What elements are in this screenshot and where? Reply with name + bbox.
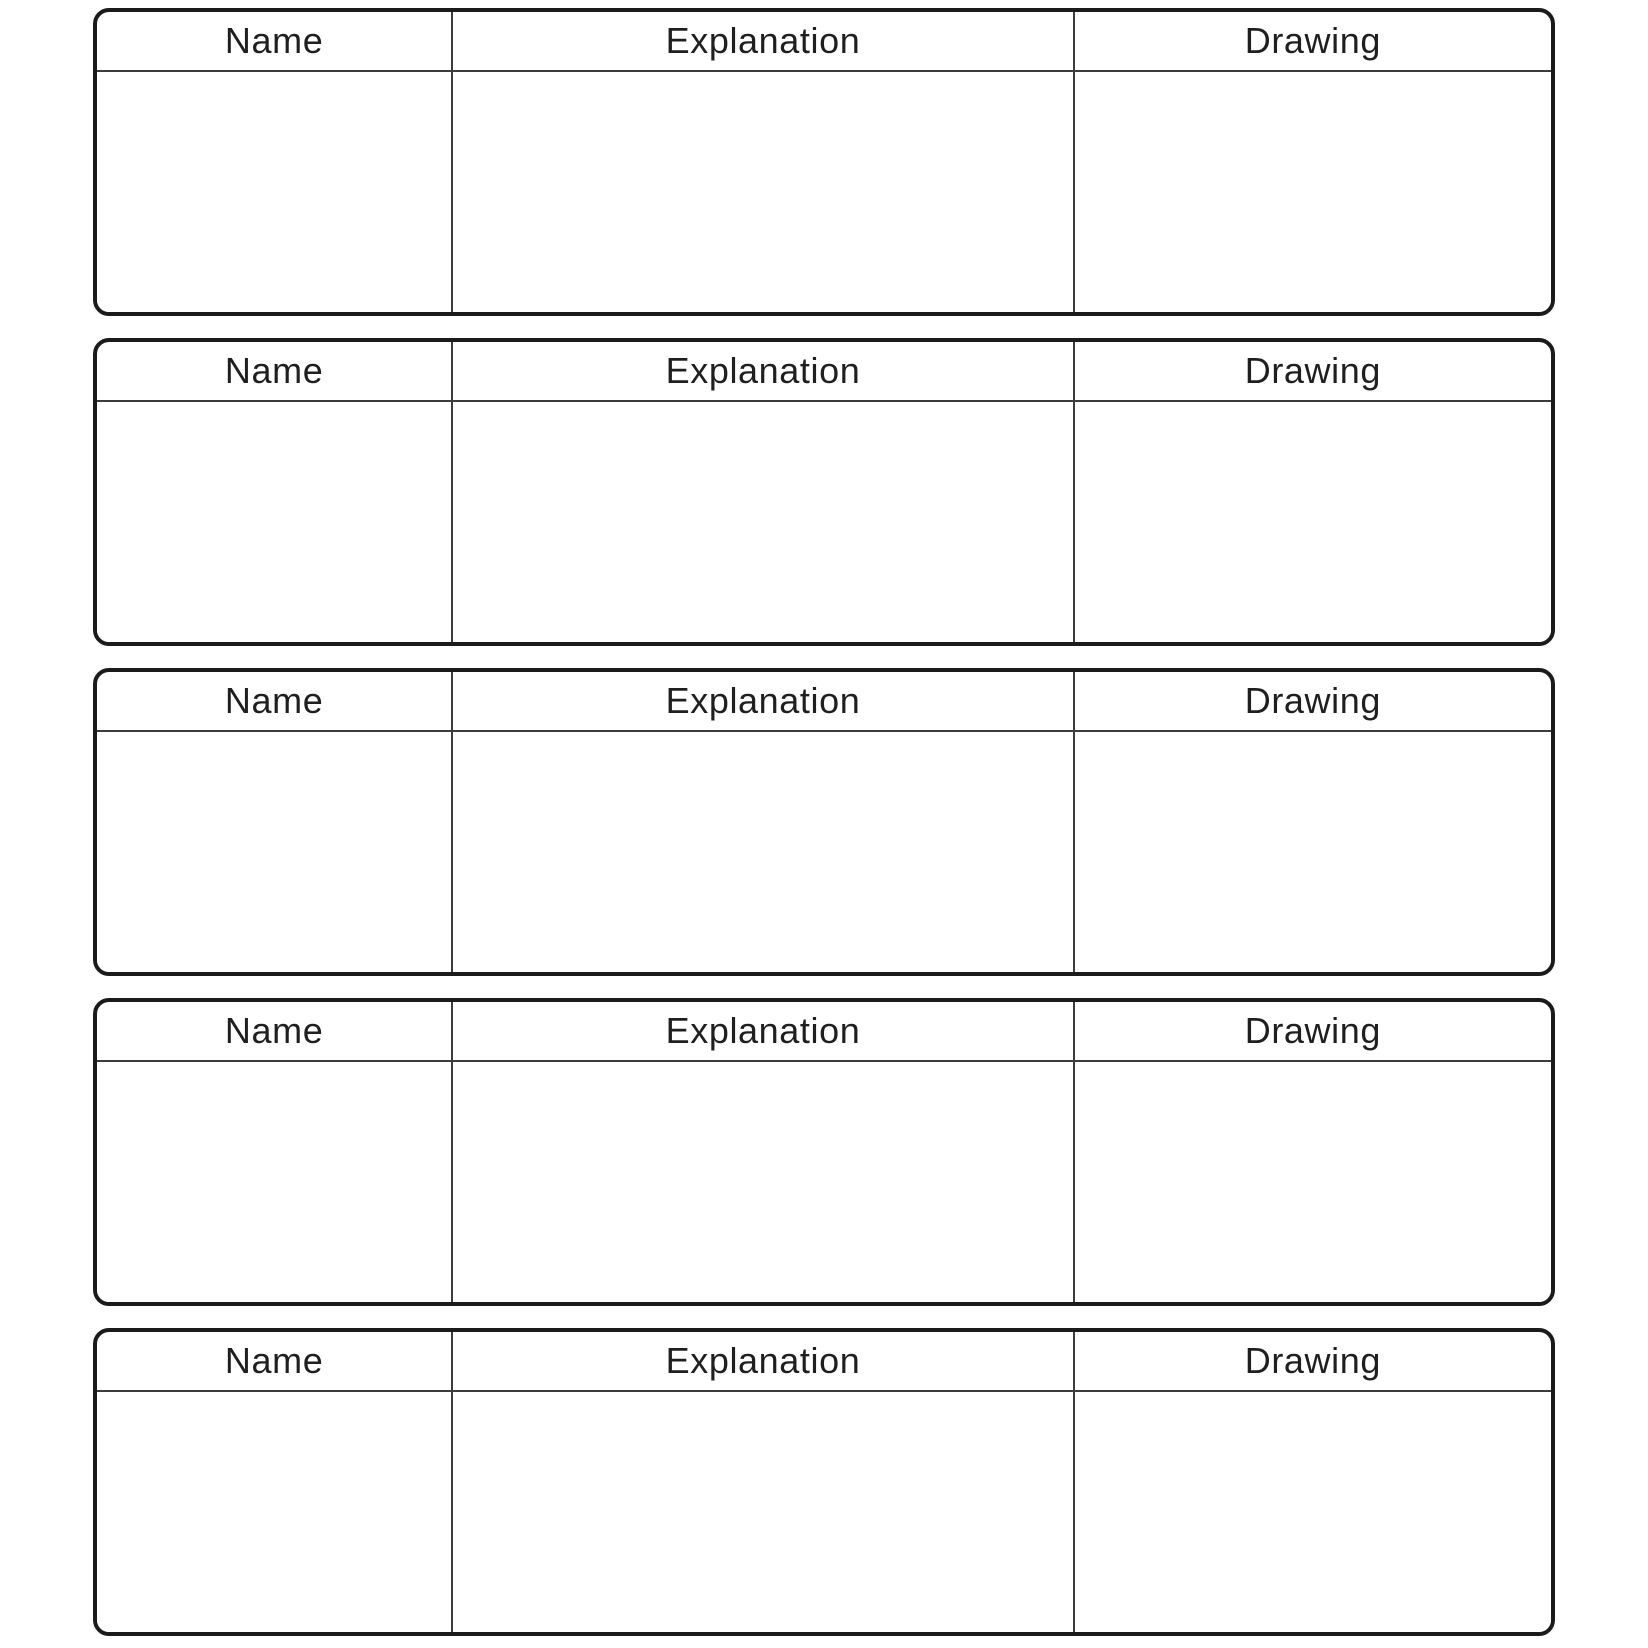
name-cell (97, 732, 453, 972)
column-header-explanation: Explanation (453, 342, 1075, 402)
worksheet-block (93, 338, 1555, 646)
column-header-name: Name (97, 1332, 453, 1392)
column-header-explanation: Explanation (453, 672, 1075, 732)
column-header-explanation: Explanation (453, 12, 1075, 72)
column-header-drawing: Drawing (1075, 672, 1551, 732)
column-header-name: Name (97, 1002, 453, 1062)
explanation-cell (453, 402, 1075, 642)
column-header-drawing: Drawing (1075, 12, 1551, 72)
column-header-drawing: Drawing (1075, 1332, 1551, 1392)
column-header-drawing: Drawing (1075, 1002, 1551, 1062)
explanation-cell (453, 732, 1075, 972)
worksheet-block (93, 668, 1555, 976)
column-header-explanation: Explanation (453, 1332, 1075, 1392)
column-header-name: Name (97, 672, 453, 732)
drawing-cell (1075, 72, 1551, 312)
drawing-cell (1075, 732, 1551, 972)
name-cell (97, 402, 453, 642)
column-header-drawing: Drawing (1075, 342, 1551, 402)
column-header-name: Name (97, 12, 453, 72)
drawing-cell (1075, 1062, 1551, 1302)
worksheet-block (93, 998, 1555, 1306)
name-cell (97, 72, 453, 312)
name-cell (97, 1392, 453, 1632)
name-cell (97, 1062, 453, 1302)
drawing-cell (1075, 1392, 1551, 1632)
explanation-cell (453, 1392, 1075, 1632)
column-header-name: Name (97, 342, 453, 402)
explanation-cell (453, 1062, 1075, 1302)
drawing-cell (1075, 402, 1551, 642)
worksheet-block (93, 8, 1555, 316)
explanation-cell (453, 72, 1075, 312)
column-header-explanation: Explanation (453, 1002, 1075, 1062)
worksheet-block (93, 1328, 1555, 1636)
